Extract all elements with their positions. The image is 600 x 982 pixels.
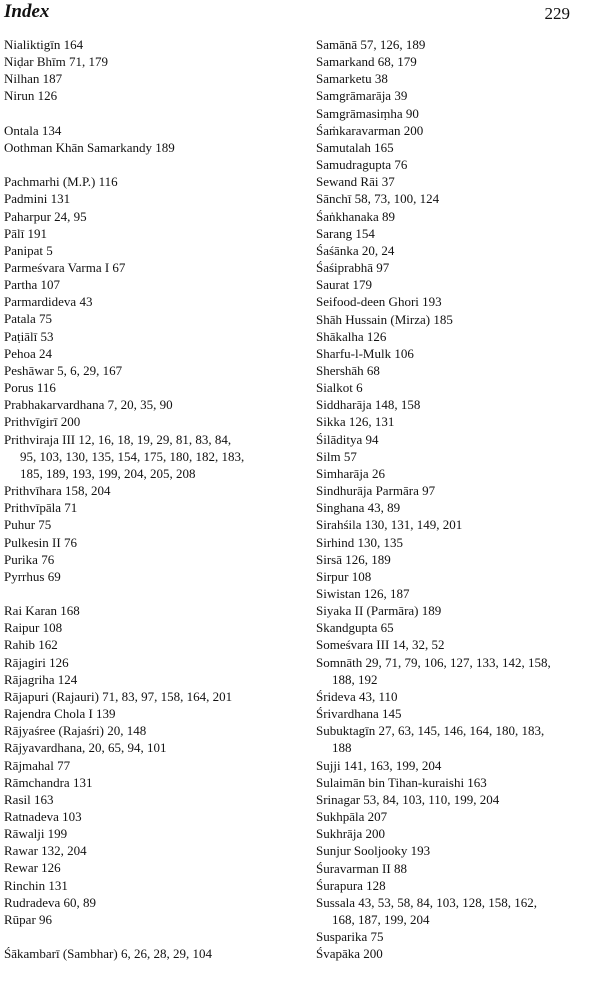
index-entry: Subuktagīn 27, 63, 145, 146, 164, 180, 183, <box>316 723 545 739</box>
index-entry: Sukhrāja 200 <box>316 826 385 842</box>
index-entry: Rāwalji 199 <box>4 826 68 842</box>
index-entry: Ontala 134 <box>4 122 62 138</box>
page-number: 229 <box>544 4 570 23</box>
index-entry: Seifood-deen Ghori 193 <box>316 294 442 310</box>
index-entry: Sikka 126, 131 <box>316 414 395 430</box>
index-entry: Samgrāmasiṃha 90 <box>316 105 419 121</box>
index-entry: Shākalha 126 <box>316 328 387 344</box>
index-entry: Śrivardhana 145 <box>316 706 402 722</box>
index-entry: Rasil 163 <box>4 791 54 807</box>
index-entry: Sindhurāja Parmāra 97 <box>316 483 436 499</box>
index-column-left <box>4 36 296 962</box>
index-entry: Sunjur Sooljooky 193 <box>316 843 431 859</box>
index-entry: Nirun 126 <box>4 88 58 104</box>
index-entry: Śaśānka 20, 24 <box>316 242 395 258</box>
index-entry: Rājyavardhana, 20, 65, 94, 101 <box>4 740 167 756</box>
index-entry: Peshāwar 5, 6, 29, 167 <box>4 362 123 378</box>
index-entry: Śaśiprabhā 97 <box>316 260 390 276</box>
index-entry: Porus 116 <box>4 380 56 396</box>
index-entry: Sujji 141, 163, 199, 204 <box>316 757 442 773</box>
index-entry: Rajendra Chola I 139 <box>4 706 116 722</box>
index-entry: Siwistan 126, 187 <box>316 586 410 601</box>
index-entry: Rudradeva 60, 89 <box>4 894 97 910</box>
index-entry: Samānā 57, 126, 189 <box>316 37 426 52</box>
index-entry: Rewar 126 <box>4 860 61 876</box>
index-entry: Samutalah 165 <box>316 139 394 155</box>
index-entry: Siyaka II (Parmāra) 189 <box>316 603 442 619</box>
entry-group-gap <box>4 928 296 945</box>
index-entry: Panipat 5 <box>4 242 53 258</box>
index-entry: Samarkand 68, 179 <box>316 54 417 70</box>
index-entry: Shāh Hussain (Mirza) 185 <box>316 311 453 327</box>
entry-group-gap <box>4 105 296 122</box>
index-entry: Silm 57 <box>316 448 357 464</box>
index-entry: Prithvīgirī 200 <box>4 414 81 430</box>
index-entry: Śilāditya 94 <box>316 431 379 447</box>
index-entry: Sirhind 130, 135 <box>316 534 404 550</box>
index-entry: Sarang 154 <box>316 225 375 241</box>
index-entry: Śrideva 43, 110 <box>316 688 398 704</box>
index-entry: Śuravarman II 88 <box>316 860 407 876</box>
index-entry: Prithvīpāla 71 <box>4 500 78 516</box>
index-entry: Rinchin 131 <box>4 877 68 893</box>
index-entry: Rūpar 96 <box>4 911 53 927</box>
entry-group-gap <box>4 156 296 173</box>
index-entry: Paharpur 24, 95 <box>4 208 87 224</box>
index-entry: Sialkot 6 <box>316 380 363 396</box>
index-entry: Pehoa 24 <box>4 345 53 361</box>
index-entry: Saurat 179 <box>316 277 372 293</box>
index-entry: Śākambarī (Sambhar) 6, 26, 28, 29, 104 <box>4 946 212 962</box>
index-entry-continuation: 188, 192 <box>332 671 378 687</box>
index-entry: Nialiktigīn 164 <box>4 37 84 52</box>
index-entry: Rājagiri 126 <box>4 654 69 670</box>
index-column-right <box>316 36 598 962</box>
index-entry: Rājyaśree (Rajaśri) 20, 148 <box>4 723 147 739</box>
index-entry: Oothman Khān Samarkandy 189 <box>4 139 175 155</box>
index-entry: Susparika 75 <box>316 929 384 945</box>
index-entry: Pachmarhi (M.P.) 116 <box>4 174 118 190</box>
index-entry: Sānchī 58, 73, 100, 124 <box>316 191 440 207</box>
index-entry: Ratnadeva 103 <box>4 808 82 824</box>
index-entry: Singhana 43, 89 <box>316 500 401 516</box>
index-entry-continuation: 168, 187, 199, 204 <box>332 911 430 927</box>
index-entry: Nilhan 187 <box>4 71 63 87</box>
index-entry: Partha 107 <box>4 277 60 293</box>
index-entry: Sirpur 108 <box>316 568 372 584</box>
index-entry: Rājapuri (Rajauri) 71, 83, 97, 158, 164, 201 <box>4 688 233 704</box>
index-entry: Someśvara III 14, 32, 52 <box>316 637 445 653</box>
index-entry-continuation: 95, 103, 130, 135, 154, 175, 180, 182, 183, <box>20 448 245 464</box>
index-entry: Samudragupta 76 <box>316 157 408 173</box>
index-entry: Simharāja 26 <box>316 465 385 481</box>
index-entry: Parmeśvara Varma I 67 <box>4 260 126 275</box>
index-entry: Sussala 43, 53, 58, 84, 103, 128, 158, 162, <box>316 894 537 910</box>
index-entry: Puhur 75 <box>4 517 52 533</box>
index-entry: Niḍar Bhīm 71, 179 <box>4 54 108 70</box>
index-entry: Purika 76 <box>4 551 55 567</box>
index-entry: Rahib 162 <box>4 637 58 653</box>
index-entry: Rawar 132, 204 <box>4 843 87 859</box>
index-entry: Sharfu-l-Mulk 106 <box>316 345 414 361</box>
index-entry: Rāmchandra 131 <box>4 774 93 790</box>
index-entry: Raipur 108 <box>4 620 63 636</box>
index-entry: Parmardideva 43 <box>4 294 93 310</box>
index-entry: Śvapāka 200 <box>316 946 383 962</box>
index-entry: Sukhpāla 207 <box>316 809 388 825</box>
index-entry-continuation: 188 <box>332 740 352 756</box>
index-entry: Patala 75 <box>4 311 53 327</box>
index-entry: Samarketu 38 <box>316 71 388 87</box>
index-entry: Rājmahal 77 <box>4 757 71 773</box>
index-entry: Śaṅkhanaka 89 <box>316 208 396 224</box>
index-entry: Śurapura 128 <box>316 877 386 893</box>
index-entry: Pulkesin II 76 <box>4 534 77 550</box>
index-entry: Pālī 191 <box>4 225 47 241</box>
page-header-title: Index <box>4 1 50 22</box>
index-entry: Siddharāja 148, 158 <box>316 397 421 413</box>
index-entry: Sirahśila 130, 131, 149, 201 <box>316 517 463 533</box>
index-entry: Samgrāmarāja 39 <box>316 88 408 104</box>
entry-group-gap <box>4 585 296 602</box>
index-entry-continuation: 185, 189, 193, 199, 204, 205, 208 <box>20 465 196 481</box>
index-entry: Rājagriha 124 <box>4 671 78 687</box>
index-entry: Somnāth 29, 71, 79, 106, 127, 133, 142, 158, <box>316 654 551 670</box>
index-entry: Pyrrhus 69 <box>4 568 61 584</box>
index-entry: Sewand Rāi 37 <box>316 174 395 190</box>
index-entry: Prithvīhara 158, 204 <box>4 483 111 499</box>
index-entry: Prithviraja III 12, 16, 18, 19, 29, 81, 83, 84, <box>4 431 232 447</box>
index-entry: Sirsā 126, 189 <box>316 551 391 567</box>
index-entry: Paṭiālī 53 <box>4 328 54 344</box>
index-entry: Skandgupta 65 <box>316 620 394 636</box>
index-entry: Rai Karan 168 <box>4 603 80 619</box>
index-entry: Prabhakarvardhana 7, 20, 35, 90 <box>4 397 173 413</box>
index-entry: Shershāh 68 <box>316 362 380 378</box>
index-entry: Srinagar 53, 84, 103, 110, 199, 204 <box>316 791 500 807</box>
index-entry: Śaṁkaravarman 200 <box>316 122 424 138</box>
index-entry: Padmini 131 <box>4 191 71 207</box>
index-entry: Sulaimān bin Tihan-kuraishi 163 <box>316 774 487 790</box>
